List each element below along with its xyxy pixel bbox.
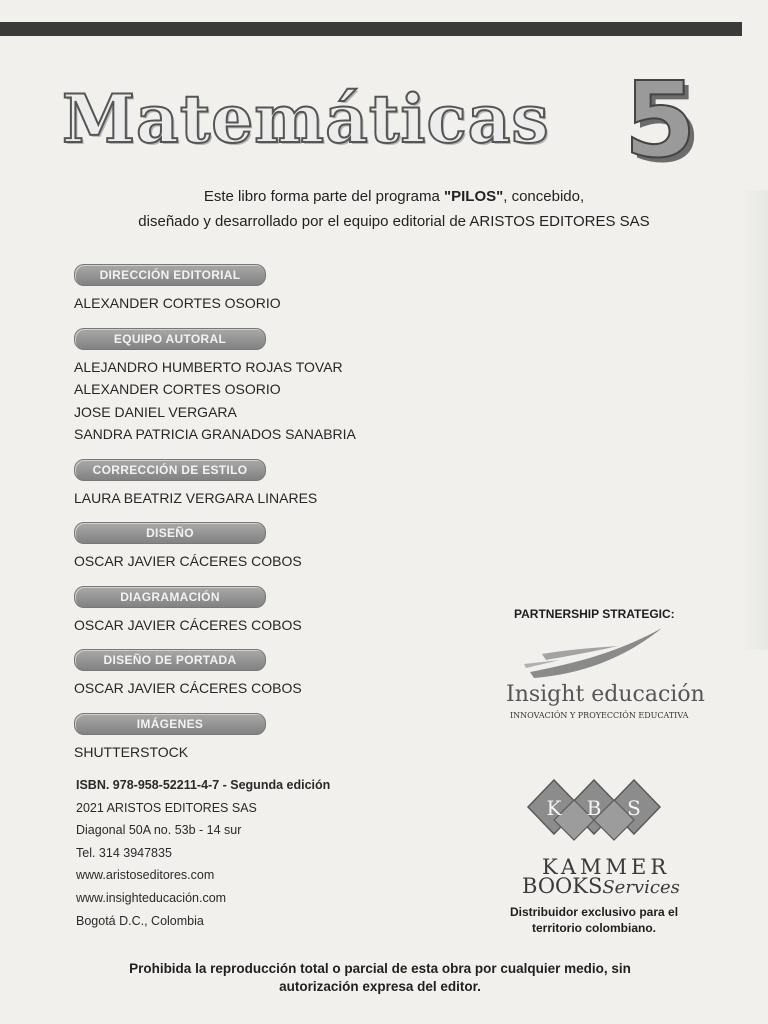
kbs-diamond-logo	[526, 778, 662, 856]
partnership-label: PARTNERSHIP STRATEGIC:	[514, 607, 675, 621]
credit-section-diagramacion	[74, 586, 494, 637]
notice-line-2: autorización expresa del editor.	[279, 979, 481, 994]
kbs-services: Services	[602, 877, 680, 898]
credit-name: LAURA BEATRIZ VERGARA LINARES	[74, 489, 318, 506]
role-badge: DISEÑO	[74, 522, 266, 544]
kbs-books: BOOKS	[522, 874, 603, 898]
role-badge: CORRECCIÓN DE ESTILO	[74, 459, 266, 481]
website-aristos: www.aristoseditores.com	[76, 868, 215, 883]
isbn: ISBN. 978-958-52211-4-7 - Segunda edición	[76, 778, 331, 792]
distributor-note	[496, 904, 692, 936]
credit-section-imagenes	[74, 713, 494, 764]
role-badge: EQUIPO AUTORAL	[74, 328, 266, 350]
credit-section-correccion	[74, 459, 494, 510]
credits-list	[74, 264, 494, 776]
copyright: 2021 ARISTOS EDITORES SAS	[76, 800, 257, 815]
role-badge: DISEÑO DE PORTADA	[74, 649, 266, 671]
book-title: Matemáticas	[62, 80, 550, 158]
intro-line-1	[10, 188, 768, 205]
role-badge: IMÁGENES	[74, 713, 266, 735]
notice-line-1: Prohibida la reproducción total o parcial de esta obra por cualquier medio, sin	[129, 961, 631, 976]
credit-name: SANDRA PATRICIA GRANADOS SANABRIA	[74, 426, 356, 442]
address: Diagonal 50A no. 53b - 14 sur	[76, 823, 242, 838]
distributor-line-1: Distribuidor exclusivo para el	[509, 905, 679, 919]
credit-name: OSCAR JAVIER CÁCERES COBOS	[74, 553, 302, 569]
kbs-name-kammer: KAMMER	[542, 855, 671, 879]
city: Bogotá D.C., Colombia	[76, 913, 204, 928]
credit-name: ALEXANDER CORTES OSORIO	[74, 381, 281, 397]
credit-section-equipo	[74, 328, 494, 446]
credit-section-portada	[74, 649, 494, 700]
insight-tagline: INNOVACIÓN Y PROYECCIÓN EDUCATIVA	[510, 711, 689, 720]
credit-name: ALEJANDRO HUMBERTO ROJAS TOVAR	[74, 358, 343, 375]
credit-name: ALEXANDER CORTES OSORIO	[74, 295, 281, 311]
intro-prefix: Este libro forma parte del programa	[203, 188, 444, 205]
kbs-letter-k: K	[546, 796, 562, 820]
kbs-letter-b: B	[586, 796, 602, 820]
top-dark-bar	[0, 22, 742, 36]
distributor-line-2: territorio colombiano.	[531, 921, 656, 935]
scan-edge-shadow	[740, 190, 768, 650]
grade-number: 5	[624, 59, 697, 181]
role-badge: DIRECCIÓN EDITORIAL	[74, 264, 266, 286]
credit-name: JOSE DANIEL VERGARA	[74, 403, 237, 420]
publication-info	[76, 774, 330, 932]
credit-name: OSCAR JAVIER CÁCERES COBOS	[74, 616, 302, 633]
kbs-name-books	[522, 874, 680, 898]
phone: Tel. 314 3947835	[76, 845, 172, 860]
insight-brand-name: Insight educación	[506, 682, 705, 707]
credit-name: OSCAR JAVIER CÁCERES COBOS	[74, 680, 302, 696]
credit-section-direccion	[74, 264, 494, 315]
program-name: "PILOS"	[444, 188, 504, 205]
intro-suffix: , concebido,	[503, 188, 585, 205]
role-badge: DIAGRAMACIÓN	[74, 586, 266, 608]
copyright-notice	[60, 960, 700, 996]
intro-line-2: diseñado y desarrollado por el equipo editorial de ARISTOS EDITORES SAS	[138, 213, 650, 230]
website-insight: www.insighteducación.com	[76, 890, 227, 905]
kbs-letter-s: S	[627, 796, 641, 820]
credit-name: SHUTTERSTOCK	[74, 743, 189, 760]
insight-swoosh-logo	[520, 624, 670, 686]
credit-section-diseno	[74, 522, 494, 573]
